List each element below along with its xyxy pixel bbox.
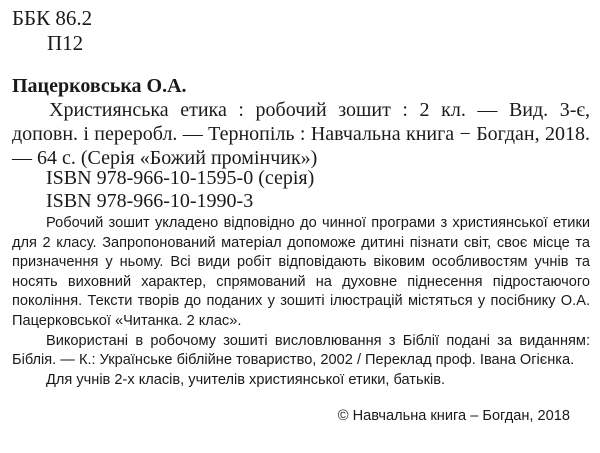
copyright-notice: © Навчальна книга – Богдан, 2018 xyxy=(337,408,570,424)
isbn-block xyxy=(46,167,314,213)
annotation-paragraph: Використані в робочому зошиті висловлювання з Біблії подані за виданням: Біблія. — К.: Українське біблійне товариство, 2002 / Переклад проф. Івана Огієнка. xyxy=(12,332,590,369)
bibliographic-record xyxy=(12,74,590,170)
author-name: Пацерковська О.А. xyxy=(12,75,187,97)
isbn-book: ISBN 978-966-10-1990-3 xyxy=(46,190,254,212)
classification-block xyxy=(12,6,92,56)
index-code: П12 xyxy=(47,31,84,55)
annotation-paragraph: Робочий зошит укладено відповідно до чинної програми з християнської етики для 2 класу. Запропонований матеріал допоможе дитині пізнати світ, своє місце та призначення у ньому. Всі види робіт відповідають віковим особливостям учнів та носять виховний характер, спрямований на духовне піднесення підростаючого покоління. Тексти творів до поданих у зошиті ілюстрацій містяться у посібнику О.А. Пацерковської «Читанка. 2 клас». xyxy=(12,215,590,329)
annotation-paragraph: Для учнів 2-х класів, учителів християнської етики, батьків. xyxy=(46,371,446,388)
annotation xyxy=(12,214,590,390)
bibliographic-description: Християнська етика : робочий зошит : 2 кл. — Вид. 3-є, доповн. і переробл. — Тернопіль : Навчальна книга − Богдан, 2018. — 64 с. (Серія «Божий промінчик») xyxy=(12,99,590,169)
bbk-code: ББК 86.2 xyxy=(12,6,93,30)
isbn-series: ISBN 978-966-10-1595-0 (серія) xyxy=(46,167,315,189)
